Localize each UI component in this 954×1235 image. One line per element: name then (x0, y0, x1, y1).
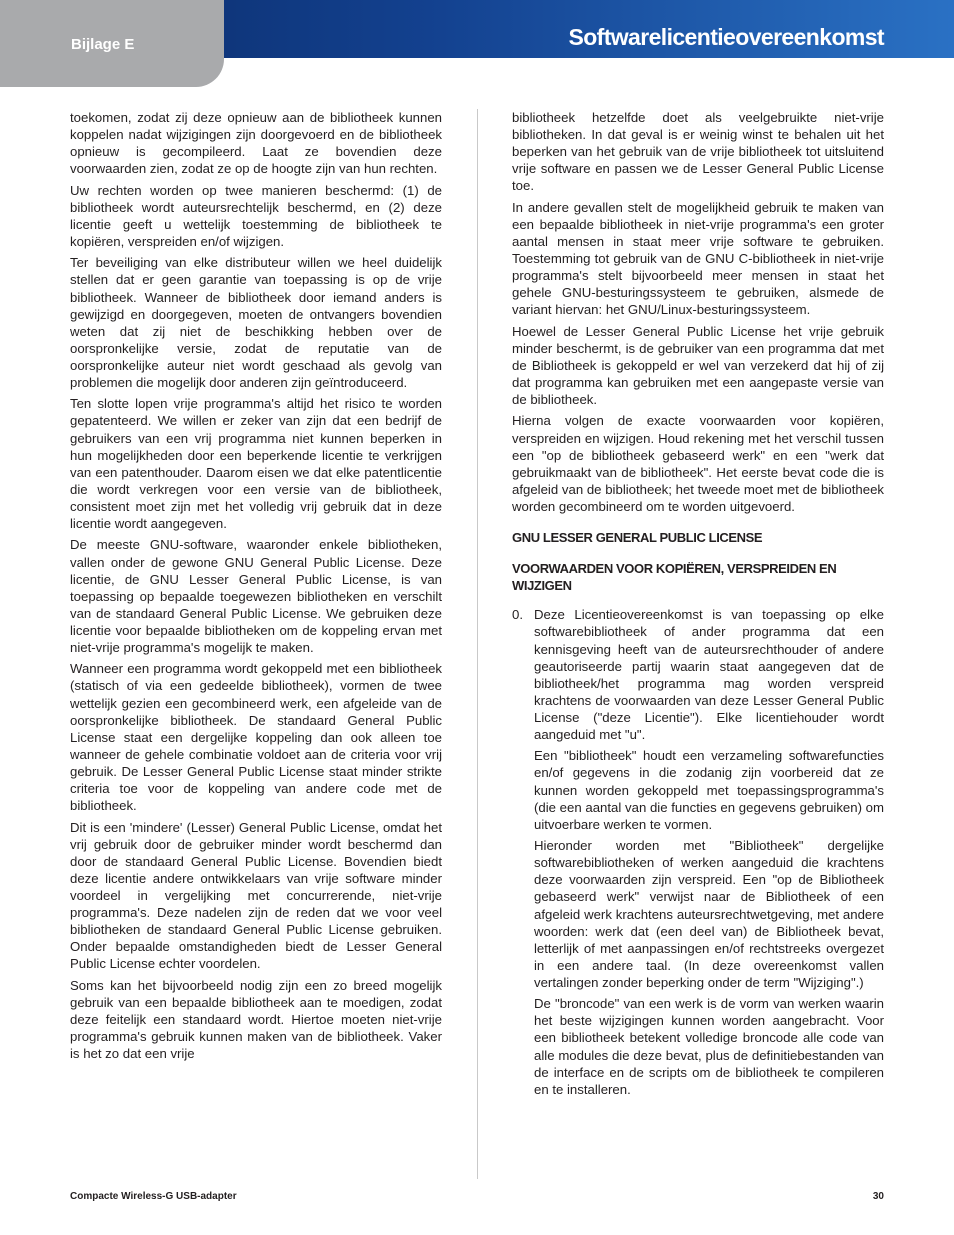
paragraph: Hierna volgen de exacte voorwaarden voor kopiëren, verspreiden en wijzigen. Houd rekening met het verschil tussen een "op de bibliotheek gebaseerd werk" en een "werk dat gebruikmaakt van de bibliotheek". Het eerste bevat code die is afgeleid van de bibliotheek; het tweede moet met de bibliotheek worden gecombineerd om te worden uitgevoerd. (512, 413, 884, 514)
paragraph: toekomen, zodat zij deze opnieuw aan de bibliotheek kunnen koppelen nadat wijzigingen zijn doorgevoerd en de bibliotheek opnieuw is gecompileerd. Laat ze bovendien deze voorwaarden zien, zodat ze op de hoogte zijn van hun rechten. (70, 110, 442, 177)
appendix-label: Bijlage E (71, 36, 135, 53)
section-heading: GNU LESSER GENERAL PUBLIC LICENSE (512, 530, 763, 546)
page-number: 30 (872, 1191, 884, 1202)
page-title: Softwarelicentieovereenkomst (568, 24, 884, 50)
appendix-tab (0, 0, 224, 87)
paragraph: Ten slotte lopen vrije programma's altijd het risico te worden gepatenteerd. We willen er zeker van zijn dat een bedrijf de gebruikers van een vrij programma niet kunnen beperken in hun mogelijkheden door een beperkende licentie te verkrijgen van een patenthouder. Daarom eisen we dat elke patentlicentie die wordt verkregen voor een versie van de bibliotheek, consistent moet zijn met het volledig vrij gebruik dat in deze licentie wordt aangegeven. (70, 396, 442, 532)
paragraph: De meeste GNU-software, waaronder enkele bibliotheken, vallen onder de gewone GNU General Public License. Deze licentie, de GNU Lesser General Public License, is van toepassing op bepaalde toegewezen bibliotheken en verschilt van de standaard General Public License. We gebruiken deze licentie voor bepaalde bibliotheken om de koppeling ervan met niet-vrije programma's mogelijk te maken. (70, 537, 442, 655)
paragraph: Uw rechten worden op twee manieren beschermd: (1) de bibliotheek wordt auteursrechtelijk beschermd, en (2) deze licentie geeft u wettelijk toestemming de bibliotheek te kopiëren, verspreiden en/of wijzigen. (70, 182, 442, 249)
paragraph: Hoewel de Lesser General Public License het vrije gebruik minder beschermt, is de gebruiker van een programma dat met de Bibliotheek is gekoppeld er wel van verzekerd dat hij of zij dat programma kan gebruiken met een aangepaste versie van de bibliotheek. (512, 323, 884, 408)
footer-product: Compacte Wireless-G USB-adapter (70, 1191, 237, 1202)
list-paragraph: De "broncode" van een werk is de vorm van werken waarin het beste wijzigingen kunnen worden aangebracht. Voor een bibliotheek betekent volledige broncode alle code van alle modules die deze bevat, plus de definitiebestanden van de interface en de scripts om de bibliotheek te compileren en te installeren. (534, 996, 884, 1097)
left-column (70, 109, 442, 1066)
paragraph: Dit is een 'mindere' (Lesser) General Public License, omdat het vrij gebruik door de gebruiker minder wordt beschermd dan door de standaard General Public License. Bovendien biedt deze licentie andere ontwikkelaars van vrije software minder voordeel in vergelijking met concurrerende, niet-vrije programma's. Deze nadelen zijn de reden dat we voor veel bibliotheken de standaard General Public License gebruiken. Onder bepaalde omstandigheden biedt de Lesser General Public License echter voordelen. (70, 819, 442, 972)
paragraph: Soms kan het bijvoorbeeld nodig zijn een zo breed mogelijk gebruik van een bepaalde bibliotheek aan te moedigen, zodat deze feitelijk een standaard wordt. Hiertoe moeten niet-vrije programma's gebruik kunnen maken van de bibliotheek. Vaker is het zo dat een vrije (70, 977, 442, 1062)
paragraph: In andere gevallen stelt de mogelijkheid gebruik te maken van een bepaalde bibliotheek in niet-vrije programma's een groter aantal mensen in staat meer vrije software te gebruiken. Toestemming tot gebruik van de GNU C-bibliotheek in niet-vrije programma's stelt bijvoorbeeld meer mensen in staat het gehele GNU-besturingssysteem te gebruiken, alsmede de variant hiervan: het GNU/Linux-besturingssysteem. (512, 199, 884, 318)
paragraph: Ter beveiliging van elke distributeur willen we heel duidelijk stellen dat er geen garantie van toepassing is op de vrije bibliotheek. Wanneer de bibliotheek door iemand anders is gewijzigd en doorgegeven, moeten de ontvangers bovendien weten dat zij niet de beschikking hebben over de oorspronkelijke versie, zodat de reputatie van de oorspronkelijke auteur niet wordt geschaad als gevolg van problemen die mogelijk door anderen zijn geïntroduceerd. (70, 255, 442, 390)
list-paragraph: Een "bibliotheek" houdt een verzameling softwarefuncties en/of gegevens in die zodanig zijn voorbereid dat ze kunnen worden gekoppeld met toepassingsprogramma's (die een aantal van die functies en gegevens gebruiken) om uitvoerbare werken te vormen. (534, 748, 884, 832)
paragraph: bibliotheek hetzelfde doet als veelgebruikte niet-vrije bibliotheken. In dat geval is er weinig winst te behalen uit het beperken van het gebruik van de vrije bibliotheek tot uitsluitend vrije software en passen we de Lesser General Public License toe. (512, 110, 884, 194)
list-number: 0. (512, 607, 523, 623)
list-paragraph: Deze Licentieovereenkomst is van toepassing op elke softwarebibliotheek of ander programma dat een kennisgeving heeft van de auteursrechthouder of andere geautoriseerde partij waarin staat aangegeven dat de bibliotheek/het programma mag worden verspreid krachtens de voorwaarden van deze Lesser General Public License ("deze Licentie"). Elke licentiehouder wordt aangeduid met "u". (534, 607, 884, 742)
list-item (512, 606, 884, 1098)
paragraph: Wanneer een programma wordt gekoppeld met een bibliotheek (statisch of via een gedeelde bibliotheek), vormen de twee wettelijk gezien een gecombineerd werk, een afgeleide van de oorspronkelijke bibliotheek. De standaard General Public License staat een dergelijke koppeling dan ook alleen toe wanneer de gehele combinatie voldoet aan de criteria voor vrij gebruik. De Lesser General Public License staat minder strikte criteria toe voor de koppeling van andere code met de bibliotheek. (70, 661, 442, 814)
column-divider (477, 109, 478, 1179)
subsection-heading: VOORWAARDEN VOOR KOPIËREN, VERSPREIDEN EN WIJZIGEN (512, 561, 837, 594)
right-column (512, 109, 884, 1102)
list-paragraph: Hieronder worden met "Bibliotheek" dergelijke softwarebibliotheken of werken aangeduid die krachtens deze voorwaarden zijn verspreid. Een "op de Bibliotheek gebaseerd werk" verwijst naar de Bibliotheek of een afgeleid werk krachtens auteursrechtwetgeving, met andere woorden: werk dat (een deel van) de Bibliotheek bevat, letterlijk of met aanpassingen en/of rechtstreeks overgezet in een andere taal. (In deze overeenkomst vallen vertalingen zonder beperking onder de term "Wijziging".) (534, 838, 884, 990)
